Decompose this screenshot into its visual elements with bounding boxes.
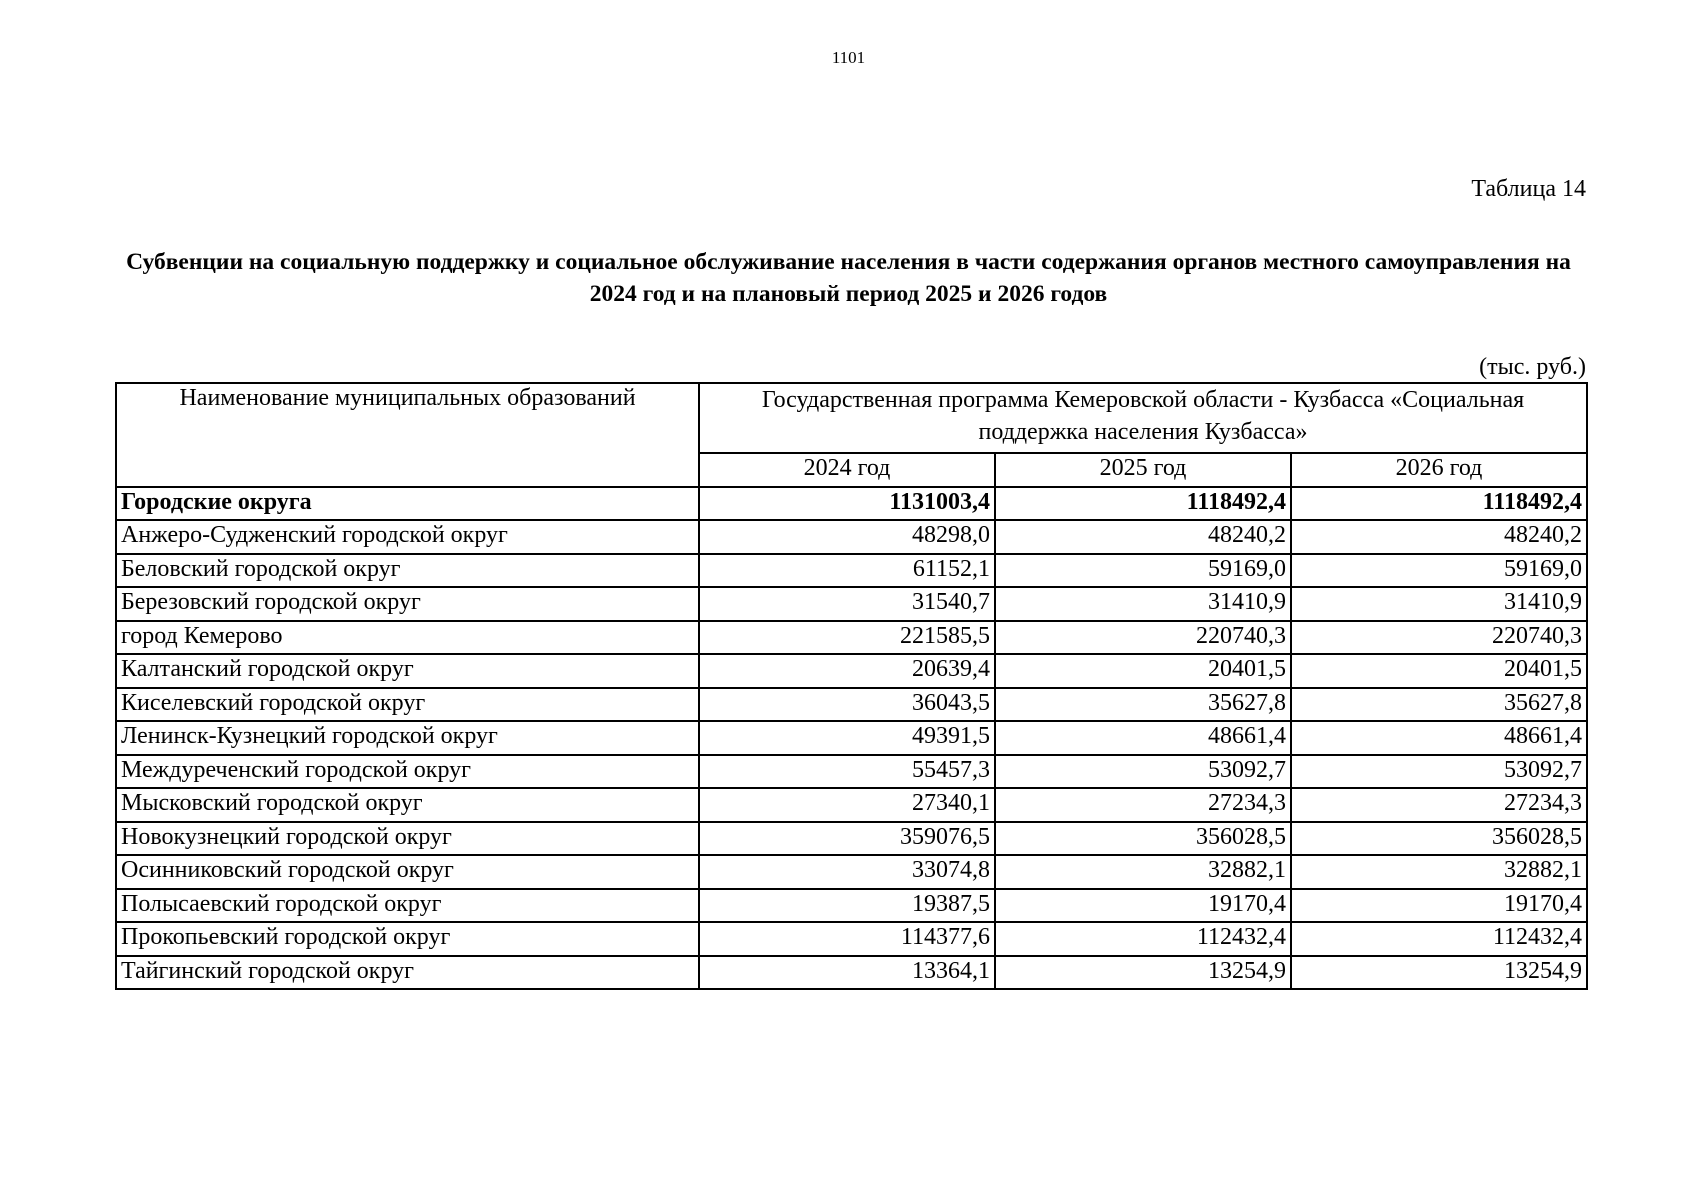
cell-value-2026: 356028,5 xyxy=(1291,822,1587,856)
cell-value-2025: 59169,0 xyxy=(995,554,1291,588)
cell-municipality-name: Городские округа xyxy=(116,487,699,521)
cell-value-2025: 48240,2 xyxy=(995,520,1291,554)
units-label: (тыс. руб.) xyxy=(1479,354,1586,380)
header-year-2024: 2024 год xyxy=(699,453,995,487)
table-row xyxy=(116,520,1587,554)
table-label: Таблица 14 xyxy=(1471,176,1586,202)
header-year-2026: 2026 год xyxy=(1291,453,1587,487)
table-row-total xyxy=(116,487,1587,521)
table-row xyxy=(116,721,1587,755)
cell-value-2024: 359076,5 xyxy=(699,822,995,856)
cell-municipality-name: Осинниковский городской округ xyxy=(116,855,699,889)
table-row xyxy=(116,922,1587,956)
cell-value-2026: 32882,1 xyxy=(1291,855,1587,889)
table-row xyxy=(116,855,1587,889)
table-row xyxy=(116,889,1587,923)
table-row xyxy=(116,587,1587,621)
cell-value-2026: 35627,8 xyxy=(1291,688,1587,722)
cell-value-2024: 114377,6 xyxy=(699,922,995,956)
cell-value-2026: 27234,3 xyxy=(1291,788,1587,822)
header-year-2025: 2025 год xyxy=(995,453,1291,487)
cell-value-2024: 33074,8 xyxy=(699,855,995,889)
cell-value-2024: 1131003,4 xyxy=(699,487,995,521)
cell-value-2025: 48661,4 xyxy=(995,721,1291,755)
cell-value-2025: 27234,3 xyxy=(995,788,1291,822)
cell-municipality-name: Калтанский городской округ xyxy=(116,654,699,688)
table-row xyxy=(116,788,1587,822)
cell-value-2025: 53092,7 xyxy=(995,755,1291,789)
cell-value-2026: 20401,5 xyxy=(1291,654,1587,688)
cell-value-2025: 20401,5 xyxy=(995,654,1291,688)
cell-value-2024: 27340,1 xyxy=(699,788,995,822)
cell-value-2026: 19170,4 xyxy=(1291,889,1587,923)
cell-municipality-name: Тайгинский городской округ xyxy=(116,956,699,990)
table-row xyxy=(116,688,1587,722)
cell-value-2026: 59169,0 xyxy=(1291,554,1587,588)
cell-municipality-name: Полысаевский городской округ xyxy=(116,889,699,923)
cell-value-2024: 221585,5 xyxy=(699,621,995,655)
cell-value-2024: 31540,7 xyxy=(699,587,995,621)
cell-municipality-name: Киселевский городской округ xyxy=(116,688,699,722)
subsidies-table xyxy=(115,382,1588,990)
cell-value-2025: 220740,3 xyxy=(995,621,1291,655)
cell-value-2026: 53092,7 xyxy=(1291,755,1587,789)
cell-value-2025: 13254,9 xyxy=(995,956,1291,990)
cell-value-2026: 112432,4 xyxy=(1291,922,1587,956)
cell-municipality-name: Мысковский городской округ xyxy=(116,788,699,822)
page-number: 1101 xyxy=(831,48,866,67)
cell-value-2025: 31410,9 xyxy=(995,587,1291,621)
cell-value-2025: 35627,8 xyxy=(995,688,1291,722)
cell-municipality-name: Междуреченский городской округ xyxy=(116,755,699,789)
cell-municipality-name: Новокузнецкий городской округ xyxy=(116,822,699,856)
cell-value-2024: 49391,5 xyxy=(699,721,995,755)
cell-value-2024: 61152,1 xyxy=(699,554,995,588)
cell-value-2025: 356028,5 xyxy=(995,822,1291,856)
cell-value-2024: 19387,5 xyxy=(699,889,995,923)
cell-municipality-name: Ленинск-Кузнецкий городской округ xyxy=(116,721,699,755)
cell-value-2026: 31410,9 xyxy=(1291,587,1587,621)
cell-value-2026: 1118492,4 xyxy=(1291,487,1587,521)
cell-value-2025: 19170,4 xyxy=(995,889,1291,923)
header-program: Государственная программа Кемеровской области - Кузбасса «Социальная поддержка населения Кузбасса» xyxy=(699,383,1587,453)
cell-municipality-name: Березовский городской округ xyxy=(116,587,699,621)
cell-value-2025: 1118492,4 xyxy=(995,487,1291,521)
cell-value-2026: 48240,2 xyxy=(1291,520,1587,554)
cell-value-2026: 220740,3 xyxy=(1291,621,1587,655)
cell-value-2025: 32882,1 xyxy=(995,855,1291,889)
cell-municipality-name: Беловский городской округ xyxy=(116,554,699,588)
cell-value-2025: 112432,4 xyxy=(995,922,1291,956)
document-title: Субвенции на социальную поддержку и социальное обслуживание населения в части содержания органов местного самоуправления на 2024 год и на плановый период 2025 и 2026 годов xyxy=(126,249,1571,307)
header-municipality-name: Наименование муниципальных образований xyxy=(116,383,699,487)
cell-value-2024: 36043,5 xyxy=(699,688,995,722)
cell-municipality-name: город Кемерово xyxy=(116,621,699,655)
table-body xyxy=(116,487,1587,990)
table-row xyxy=(116,621,1587,655)
cell-municipality-name: Анжеро-Судженский городской округ xyxy=(116,520,699,554)
cell-value-2024: 20639,4 xyxy=(699,654,995,688)
table-row xyxy=(116,554,1587,588)
cell-value-2026: 48661,4 xyxy=(1291,721,1587,755)
cell-value-2024: 55457,3 xyxy=(699,755,995,789)
table-row xyxy=(116,755,1587,789)
cell-value-2024: 48298,0 xyxy=(699,520,995,554)
table-row xyxy=(116,822,1587,856)
cell-value-2024: 13364,1 xyxy=(699,956,995,990)
table-row xyxy=(116,956,1587,990)
table-row xyxy=(116,654,1587,688)
cell-value-2026: 13254,9 xyxy=(1291,956,1587,990)
cell-municipality-name: Прокопьевский городской округ xyxy=(116,922,699,956)
